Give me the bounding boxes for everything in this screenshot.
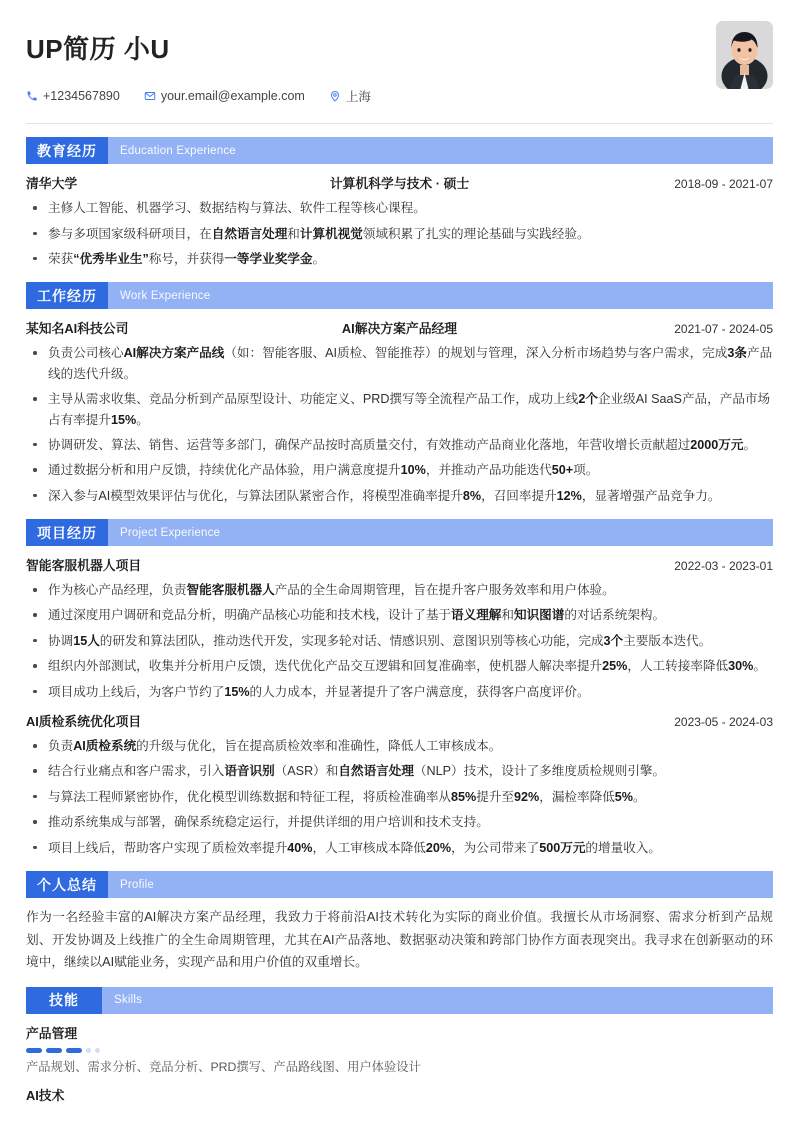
resume-header — [26, 0, 773, 124]
bullet-item: 结合行业痛点和客户需求，引入语音识别（ASR）和自然语言处理（NLP）技术，设计了多维度质检规则引擎。 — [26, 761, 773, 781]
section-title-en: Skills — [114, 994, 143, 1007]
header-divider — [26, 123, 773, 124]
section-title-en: Work Experience — [120, 289, 211, 302]
bullet-item: 通过数据分析和用户反馈，持续优化产品体验，用户满意度提升10%，并推动产品功能迭代50+项。 — [26, 460, 773, 480]
page-title: UP简历 小U — [26, 34, 170, 64]
section-title-en: Project Experience — [120, 526, 221, 539]
bullet-item: 作为核心产品经理，负责智能客服机器人产品的全生命周期管理，旨在提升客户服务效率和用户体验。 — [26, 580, 773, 600]
section-skills — [26, 987, 773, 1104]
bullet-item: 组织内外部测试，收集并分析用户反馈，迭代优化产品交互逻辑和回复准确率，使机器人解决率提升25%，人工转接率降低30%。 — [26, 656, 773, 676]
contact-email[interactable] — [144, 89, 305, 103]
project-entry — [26, 711, 773, 858]
skill-seg-filled — [26, 1048, 42, 1053]
bullet-item: 负责公司核心AI解决方案产品线（如：智能客服、AI质检、智能推荐）的规划与管理，深入分析市场趋势与客户需求，完成3条产品线的迭代升级。 — [26, 343, 773, 384]
entry-org: 清华大学 — [26, 176, 78, 192]
project-entry — [26, 555, 773, 702]
bullet-item: 推动系统集成与部署，确保系统稳定运行，并提供详细的用户培训和技术支持。 — [26, 812, 773, 832]
skill-seg-empty — [95, 1048, 100, 1053]
bullet-item: 深入参与AI模型效果评估与优化，与算法团队紧密合作，将模型准确率提升8%，召回率提升12%，显著增强产品竞争力。 — [26, 486, 773, 506]
entry-date: 2022-03 - 2023-01 — [668, 559, 773, 573]
skill-description: 产品规划、需求分析、竞品分析、PRD撰写、产品路线图、用户体验设计 — [26, 1059, 421, 1074]
bullet-item: 荣获“优秀毕业生”称号，并获得一等学业奖学金。 — [26, 249, 773, 269]
contact-location-value: 上海 — [345, 90, 371, 105]
bullet-item: 项目成功上线后，为客户节约了15%的人力成本，并显著提升了客户满意度，获得客户高度评价。 — [26, 682, 773, 702]
bullet-item: 参与多项国家级科研项目，在自然语言处理和计算机视觉领域积累了扎实的理论基础与实践经验。 — [26, 224, 773, 244]
entry-bullets — [26, 736, 773, 858]
contact-phone[interactable] — [26, 89, 120, 103]
bullet-item: 主导从需求收集、竞品分析到产品原型设计、功能定义、PRD撰写等全流程产品工作，成功上线2个企业级AI SaaS产品，产品市场占有率提升15%。 — [26, 389, 773, 430]
entry-date: 2023-05 - 2024-03 — [668, 715, 773, 729]
section-project — [26, 519, 773, 858]
section-education — [26, 137, 773, 269]
entry-org: 智能客服机器人项目 — [26, 558, 142, 574]
entry-bullets — [26, 343, 773, 506]
skill-seg-filled — [66, 1048, 82, 1053]
skill-item — [26, 1085, 773, 1104]
entry-head — [26, 173, 773, 194]
entry-org: AI质检系统优化项目 — [26, 714, 142, 730]
bullet-item: 通过深度用户调研和竞品分析，明确产品核心功能和技术栈，设计了基于语义理解和知识图谱的对话系统架构。 — [26, 605, 773, 625]
entry-head — [26, 555, 773, 576]
skill-level-meter — [26, 1048, 773, 1053]
entry-org: 某知名AI科技公司 — [26, 321, 129, 337]
entry-head — [26, 318, 773, 339]
entry-date: 2018-09 - 2021-07 — [668, 177, 773, 191]
bullet-item: 项目上线后，帮助客户实现了质检效率提升40%，人工审核成本降低20%，为公司带来了500万元的增量收入。 — [26, 838, 773, 858]
entry-bullets — [26, 580, 773, 702]
skill-name: AI技术 — [26, 1088, 65, 1104]
skill-seg-empty — [86, 1048, 91, 1053]
section-header-skills — [26, 987, 773, 1014]
entry-date: 2021-07 - 2024-05 — [668, 322, 773, 336]
phone-icon — [26, 90, 38, 102]
avatar — [716, 21, 773, 89]
entry-role: AI解决方案产品经理 — [341, 321, 458, 337]
bullet-item: 主修人工智能、机器学习、数据结构与算法、软件工程等核心课程。 — [26, 198, 773, 218]
section-profile — [26, 871, 773, 974]
contact-email-value: your.email@example.com — [160, 89, 305, 104]
skill-seg-filled — [46, 1048, 62, 1053]
section-header-profile — [26, 871, 773, 898]
location-icon — [329, 90, 341, 102]
section-work — [26, 282, 773, 506]
section-title-cn: 工作经历 — [26, 282, 108, 309]
section-title-cn: 项目经历 — [26, 519, 108, 546]
section-header-education — [26, 137, 773, 164]
bullet-item: 与算法工程师紧密协作，优化模型训练数据和特征工程，将质检准确率从85%提升至92%，漏检率降低5%。 — [26, 787, 773, 807]
section-title-cn: 教育经历 — [26, 137, 108, 164]
work-entry — [26, 318, 773, 506]
entry-head — [26, 711, 773, 732]
education-entry — [26, 173, 773, 269]
contact-row — [26, 87, 773, 105]
bullet-item: 协调研发、算法、销售、运营等多部门，确保产品按时高质量交付，有效推动产品商业化落地，年营收增长贡献超过2000万元。 — [26, 435, 773, 455]
email-icon — [144, 90, 156, 102]
contact-location[interactable] — [329, 87, 371, 105]
bullet-item: 协调15人的研发和算法团队，推动迭代开发，实现多轮对话、情感识别、意图识别等核心功能，完成3个主要版本迭代。 — [26, 631, 773, 651]
profile-text: 作为一名经验丰富的AI解决方案产品经理，我致力于将前沿AI技术转化为实际的商业价值。我擅长从市场洞察、需求分析到产品规划、开发协调及上线推广的全生命周期管理，尤其在AI产品落地、数据驱动决策和跨部门协作方面表现突出。我寻求在创新驱动的环境中，继续以AI赋能业务，实现产品和用户价值的双重增长。 — [26, 910, 773, 970]
section-title-en: Education Experience — [120, 144, 236, 157]
section-header-project — [26, 519, 773, 546]
skill-name: 产品管理 — [26, 1025, 78, 1041]
section-title-cn: 个人总结 — [26, 871, 108, 898]
skill-item — [26, 1023, 773, 1076]
section-title-en: Profile — [120, 878, 154, 891]
bullet-item: 负责AI质检系统的升级与优化，旨在提高质检效率和准确性，降低人工审核成本。 — [26, 736, 773, 756]
entry-bullets — [26, 198, 773, 269]
contact-phone-value: +1234567890 — [43, 89, 120, 104]
section-title-cn: 技能 — [26, 987, 102, 1014]
section-header-work — [26, 282, 773, 309]
entry-role: 计算机科学与技术 · 硕士 — [329, 176, 470, 192]
